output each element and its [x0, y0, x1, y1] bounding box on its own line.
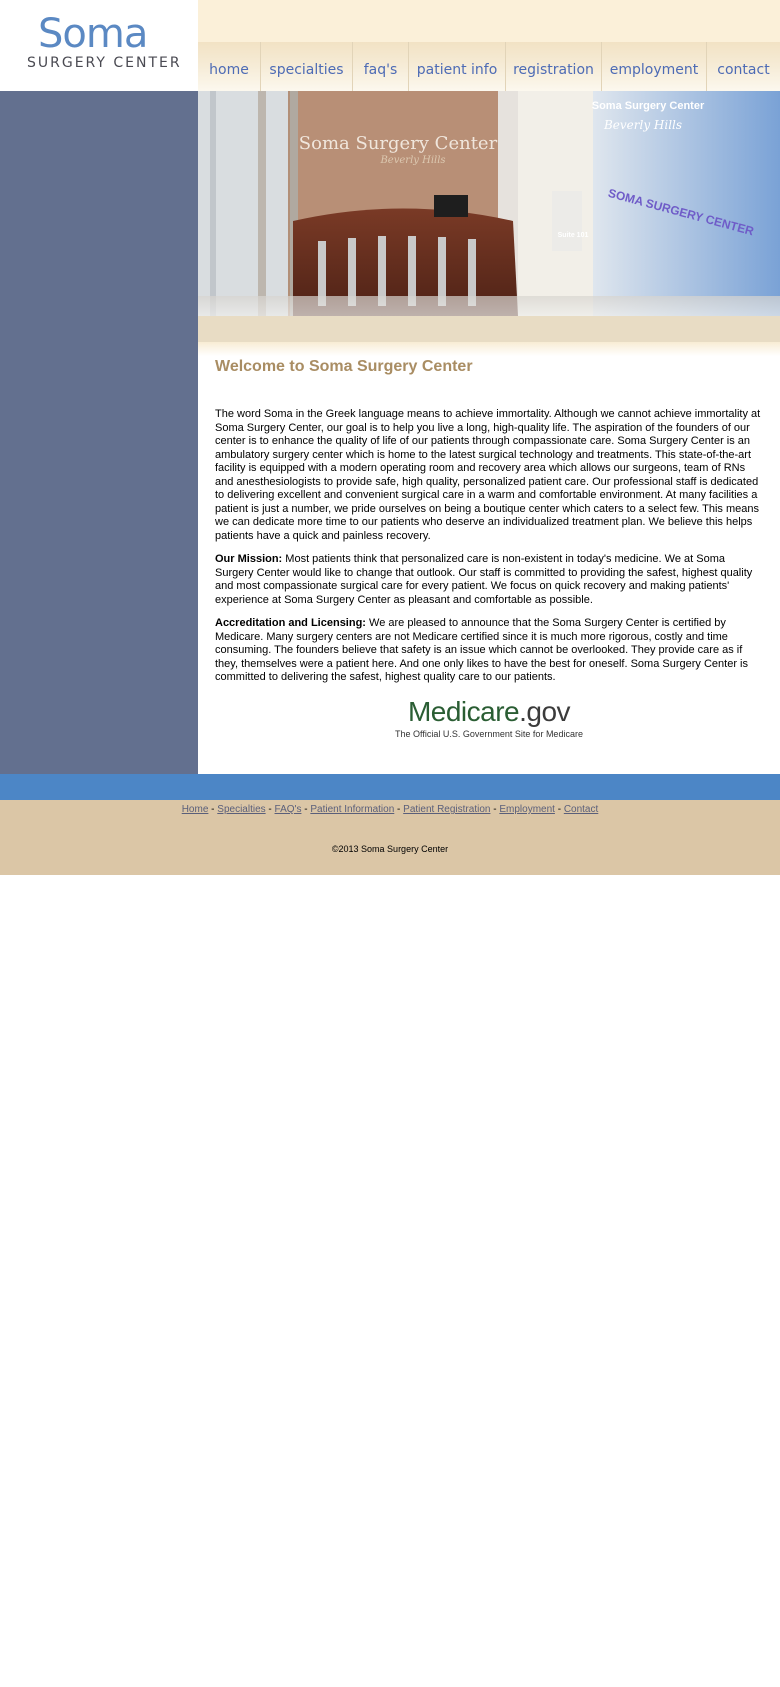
footer-link-home[interactable]: Home	[181, 804, 209, 815]
mission-text: Most patients think that personalized care is non-existent in today's medicine. We at Soma Surgery Center would like to change that outlook. Our staff is committed to providing the safest, highest quality and most compassionate surgical care for every patient. We focus on quick recovery and making patients' experience at Soma Surgery Center as pleasant and comfortable as possible.	[215, 553, 753, 606]
accreditation-paragraph	[215, 617, 763, 685]
footer-link-faqs[interactable]: FAQ's	[274, 804, 302, 815]
hero-suite-label: Suite 101	[557, 232, 589, 239]
footer-link-patient-registration[interactable]: Patient Registration	[403, 804, 491, 815]
hero-glass-sub: Beverly Hills	[603, 118, 683, 132]
main-content	[215, 356, 763, 739]
header-top-bar	[198, 0, 780, 42]
hero-photo	[198, 91, 780, 316]
left-sidebar	[0, 91, 198, 774]
footer-separator: -	[301, 804, 311, 815]
footer	[0, 800, 780, 875]
medicare-gov: .gov	[519, 695, 571, 727]
medicare-logo[interactable]	[215, 697, 763, 739]
nav-employment[interactable]: employment	[602, 42, 707, 91]
footer-blue-bar	[0, 774, 780, 800]
footer-separator: -	[490, 804, 500, 815]
footer-separator: -	[208, 804, 218, 815]
hero-wall-sign-sub: Beverly Hills	[380, 155, 446, 166]
hero-band	[198, 316, 780, 342]
nav-patient-info[interactable]: patient info	[409, 42, 506, 91]
intro-paragraph: The word Soma in the Greek language means to achieve immortality. Although we cannot achieve immortality at Soma Surgery Center, our goal is to help you live a long, high-quality life. The aspiration of the founders of our center is to enhance the quality of life of our patients through compassionate care. Soma Surgery Center is an ambulatory surgery center which is home to the latest surgical technology and treatments. This state-of-the-art facility is equipped with a modern operating room and recovery area which allows our surgeons, team of RNs and anesthesiologists to provide safe, high quality, personalized patient care. Our professional staff is dedicated to delivering excellent and convenient surgical care in a warm and comfortable environment. At many facilities a patient is just a number, we pride ourselves on being a boutique center which caters to a select few. This means we can dedicate more time to our patients who deserve an individualized treatment plan. We believe this helps patients have a quick and painless recovery.	[215, 408, 761, 542]
logo-subtitle: SURGERY CENTER	[27, 55, 182, 71]
hero-band-fade	[198, 342, 780, 356]
hero-photo-drawing	[198, 91, 780, 316]
accreditation-text: We are pleased to announce that the Soma Surgery Center is certified by Medicare. Many surgery centers are not Medicare certified since it is much more rigorous, costly and time consuming. The founders believe that safety is an issue which cannot be overlooked. They provide care as if they, themselves were a patient here. And one only likes to have the best for oneself. Soma Surgery Center is committed to delivering the safest, highest quality care to our patients.	[215, 617, 748, 683]
site-logo[interactable]	[0, 0, 198, 91]
accreditation-label: Accreditation and Licensing:	[215, 617, 366, 629]
nav-home[interactable]: home	[198, 42, 261, 91]
nav-contact[interactable]: contact	[717, 61, 770, 78]
nav-faqs[interactable]: faq's	[353, 42, 409, 91]
footer-separator: -	[554, 804, 564, 815]
main-nav	[198, 42, 780, 91]
nav-registration[interactable]: registration	[506, 42, 602, 91]
footer-links	[0, 804, 780, 815]
page-title: Welcome to Soma Surgery Center	[215, 358, 473, 375]
footer-link-patient-information[interactable]: Patient Information	[310, 804, 395, 815]
medicare-wordmark	[215, 697, 763, 727]
hero-glass-sign: SOMA SURGERY CENTER	[606, 185, 756, 239]
nav-specialties[interactable]: specialties	[261, 42, 353, 91]
footer-link-specialties[interactable]: Specialties	[217, 804, 266, 815]
footer-separator: -	[394, 804, 404, 815]
medicare-tagline: The Official U.S. Government Site for Medicare	[395, 728, 583, 739]
footer-link-employment[interactable]: Employment	[499, 804, 555, 815]
logo-word: Soma	[38, 11, 148, 57]
hero-wall-sign: Soma Surgery Center	[298, 133, 498, 154]
mission-paragraph	[215, 553, 763, 607]
footer-separator: -	[265, 804, 275, 815]
footer-link-contact[interactable]: Contact	[563, 804, 599, 815]
medicare-word: Medicare	[407, 695, 520, 727]
copyright: ©2013 Soma Surgery Center	[331, 844, 449, 854]
mission-label: Our Mission:	[215, 553, 283, 565]
hero-glass-title: Soma Surgery Center	[591, 100, 705, 112]
